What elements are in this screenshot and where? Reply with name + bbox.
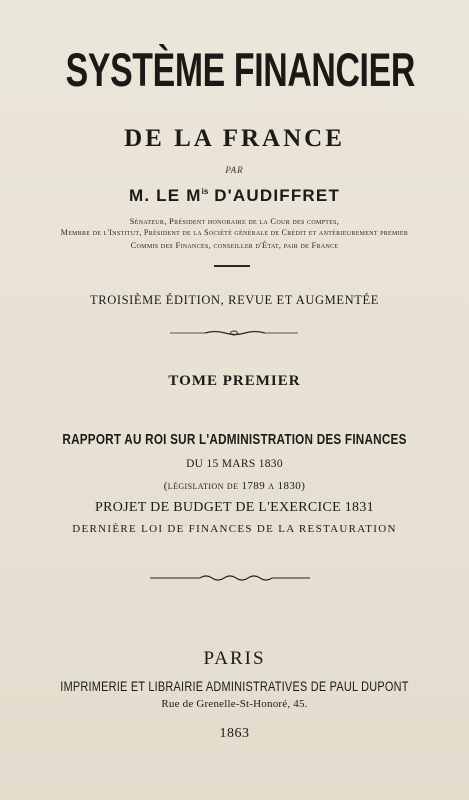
ornamental-divider — [0, 327, 469, 339]
budget-project-title: PROJET DE BUDGET DE L'EXERCICE 1831 — [95, 500, 374, 515]
publication-year: 1863 — [219, 726, 250, 741]
author-credential-line: Sénateur, Président honoraire de la Cour des comptes, — [129, 216, 340, 226]
author-name — [0, 186, 469, 206]
author-credential-line: Membre de l'Institut, Président de la Société générale de Crédit et antérieurement premier — [60, 228, 409, 237]
publisher-address: Rue de Grenelle-St-Honoré, 45. — [161, 698, 308, 710]
author-prefix: M. LE M — [128, 186, 202, 205]
short-divider-rule — [214, 265, 250, 267]
publication-city: PARIS — [203, 648, 266, 669]
book-title: SYSTÈME FINANCIER — [65, 43, 415, 96]
report-title: RAPPORT AU ROI SUR L'ADMINISTRATION DES FINANCES — [62, 431, 407, 448]
report-date: DU 15 MARS 1830 — [186, 458, 283, 470]
open-paren: ( — [163, 480, 168, 492]
book-subtitle: DE LA FRANCE — [124, 125, 345, 152]
close-paren: ) — [301, 480, 306, 492]
by-line: PAR — [225, 165, 244, 175]
volume-label: TOME PREMIER — [168, 373, 301, 389]
ornamental-divider — [0, 572, 469, 584]
author-title-superscript: is — [201, 187, 209, 196]
legislation-text: législation de 1789 a 1830 — [167, 480, 302, 492]
last-finance-law-title: DERNIÈRE LOI DE FINANCES DE LA RESTAURATION — [72, 523, 397, 535]
legislation-period — [0, 480, 469, 492]
author-surname: D'AUDIFFRET — [208, 186, 341, 205]
edition-statement: TROISIÈME ÉDITION, REVUE ET AUGMENTÉE — [90, 293, 379, 307]
author-credential-line: Commis des Finances, conseiller d'État, pair de France — [130, 240, 339, 250]
publisher-name: IMPRIMERIE ET LIBRAIRIE ADMINISTRATIVES DE PAUL DUPONT — [60, 678, 409, 694]
